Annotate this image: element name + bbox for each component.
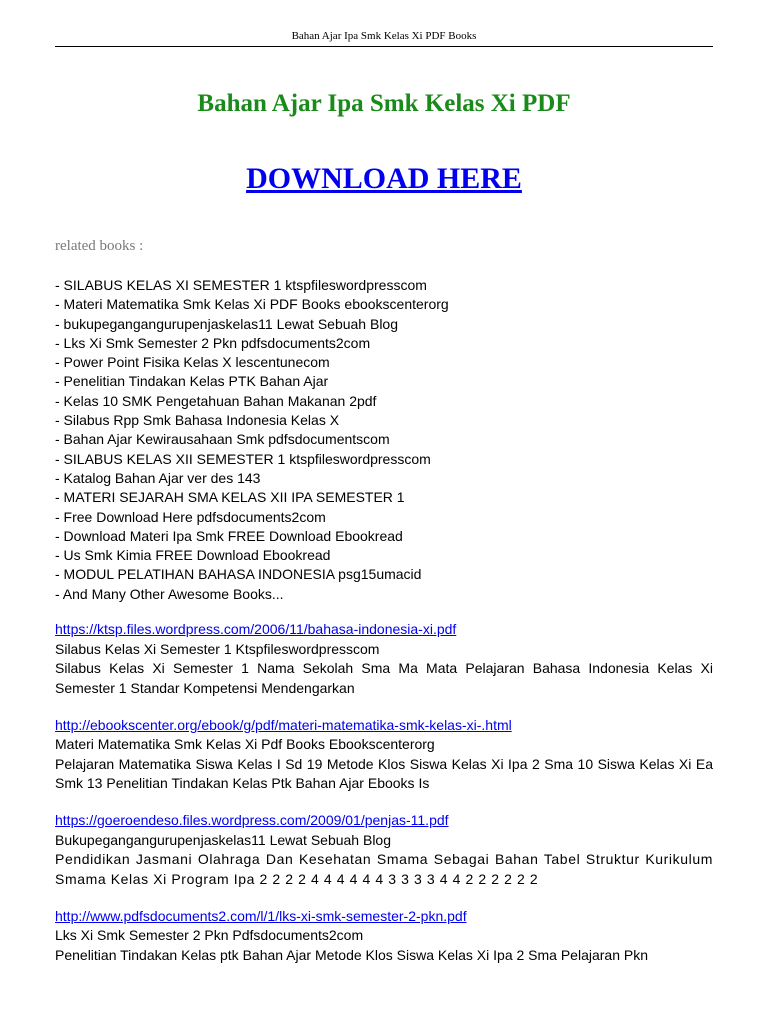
related-book-item: - MATERI SEJARAH SMA KELAS XII IPA SEMESTER 1 bbox=[55, 489, 405, 506]
header-title: Bahan Ajar Ipa Smk Kelas Xi PDF Books bbox=[291, 30, 477, 42]
entry-url-link[interactable]: https://ktsp.files.wordpress.com/2006/11/bahasa-indonesia-xi.pdf bbox=[55, 621, 457, 637]
entry-title: Bukupegangangurupenjaskelas11 Lewat Sebuah Blog bbox=[55, 831, 392, 848]
related-books-list bbox=[55, 276, 715, 604]
book-entry bbox=[55, 811, 713, 889]
header-divider bbox=[55, 46, 713, 47]
book-entry bbox=[55, 907, 713, 966]
related-book-item: - Silabus Rpp Smk Bahasa Indonesia Kelas X bbox=[55, 412, 340, 429]
entry-description: Penelitian Tindakan Kelas ptk Bahan Ajar Metode Klos Siswa Kelas Xi Ipa 2 Sma Pelajaran Pkn bbox=[55, 946, 649, 963]
related-book-item: - Penelitian Tindakan Kelas PTK Bahan Ajar bbox=[55, 373, 329, 390]
book-entry bbox=[55, 620, 713, 698]
entry-title: Materi Matematika Smk Kelas Xi Pdf Books Ebookscenterorg bbox=[55, 736, 435, 752]
entry-url-link[interactable]: http://ebookscenter.org/ebook/g/pdf/materi-matematika-smk-kelas-xi-.html bbox=[55, 716, 512, 733]
related-book-item: - Materi Matematika Smk Kelas Xi PDF Books ebookscenterorg bbox=[55, 296, 449, 313]
related-book-item: - Download Materi Ipa Smk FREE Download Ebookread bbox=[55, 527, 403, 544]
related-book-item: - Katalog Bahan Ajar ver des 143 bbox=[55, 469, 261, 486]
related-book-item: - Us Smk Kimia FREE Download Ebookread bbox=[55, 547, 331, 564]
related-book-item: - Kelas 10 SMK Pengetahuan Bahan Makanan 2pdf bbox=[55, 392, 377, 409]
related-book-item: - Bahan Ajar Kewirausahaan Smk pdfsdocumentscom bbox=[55, 431, 390, 448]
book-entries bbox=[55, 620, 713, 983]
book-entry bbox=[55, 716, 713, 794]
download-link[interactable]: DOWNLOAD HERE bbox=[246, 162, 522, 195]
related-book-item: - Lks Xi Smk Semester 2 Pkn pdfsdocuments2com bbox=[55, 334, 371, 351]
entry-description: Silabus Kelas Xi Semester 1 Nama Sekolah Sma Ma Mata Pelajaran Bahasa Indonesia Kelas Xi Semester 1 Standar Kompetensi Mendengarkan bbox=[55, 660, 713, 696]
entry-title: Silabus Kelas Xi Semester 1 Ktspfileswordpresscom bbox=[55, 640, 380, 657]
entry-description: Pendidikan Jasmani Olahraga Dan Kesehatan Smama Sebagai Bahan Tabel Struktur Kurikulum Smama Kelas Xi Program Ipa 2 2 2 2 4 4 4 4 4 4 3 3 3 3 4 4 2 2 2 2 2 2 bbox=[55, 851, 713, 887]
related-book-item: - Free Download Here pdfsdocuments2com bbox=[55, 508, 326, 525]
entry-url-link[interactable]: http://www.pdfsdocuments2.com/l/1/lks-xi-smk-semester-2-pkn.pdf bbox=[55, 907, 467, 924]
entry-title: Lks Xi Smk Semester 2 Pkn Pdfsdocuments2com bbox=[55, 927, 364, 943]
entry-description: Pelajaran Matematika Siswa Kelas I Sd 19 Metode Klos Siswa Kelas Xi Ipa 2 Sma 10 Siswa Kelas Xi Ea Smk 13 Penelitian Tindakan Kelas Ptk Bahan Ajar Ebooks Is bbox=[55, 755, 713, 791]
related-book-item: - And Many Other Awesome Books... bbox=[55, 585, 284, 602]
related-book-item: - bukupegangangurupenjaskelas11 Lewat Sebuah Blog bbox=[55, 315, 399, 332]
related-book-item: - SILABUS KELAS XII SEMESTER 1 ktspfileswordpresscom bbox=[55, 450, 431, 467]
entry-url-link[interactable]: https://goeroendeso.files.wordpress.com/2009/01/penjas-11.pdf bbox=[55, 812, 449, 828]
page-title: Bahan Ajar Ipa Smk Kelas Xi PDF bbox=[197, 90, 571, 117]
related-book-item: - SILABUS KELAS XI SEMESTER 1 ktspfileswordpresscom bbox=[55, 277, 427, 293]
related-book-item: - Power Point Fisika Kelas X lescentunecom bbox=[55, 354, 330, 371]
related-book-item: - MODUL PELATIHAN BAHASA INDONESIA psg15umacid bbox=[55, 566, 422, 583]
related-books-label: related books : bbox=[55, 238, 144, 254]
